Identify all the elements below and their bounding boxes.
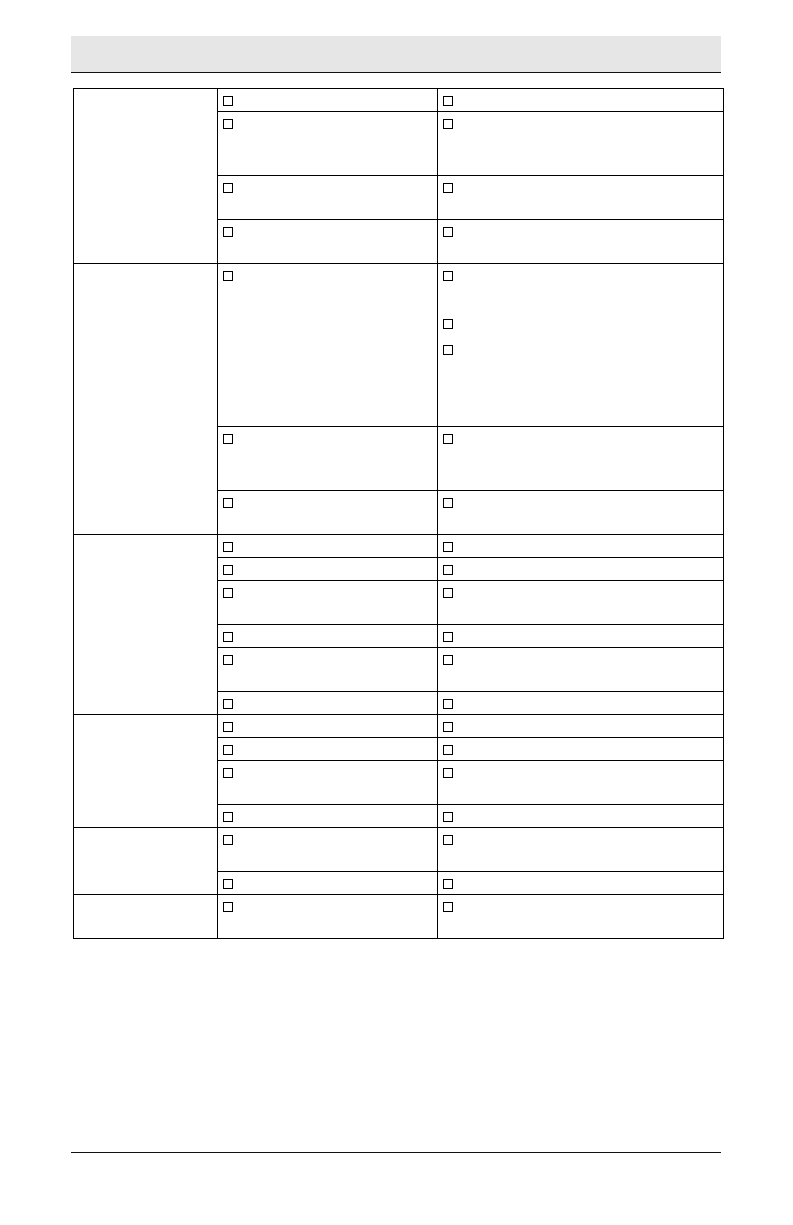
option-cell-b	[438, 828, 724, 872]
checkbox[interactable]	[443, 655, 453, 665]
checkbox[interactable]	[223, 632, 233, 642]
checkbox[interactable]	[223, 902, 233, 912]
checkbox[interactable]	[443, 96, 453, 106]
option-cell-a	[218, 738, 438, 761]
checkbox[interactable]	[223, 722, 233, 732]
option-cell-b	[438, 761, 724, 805]
checkbox[interactable]	[443, 745, 453, 755]
checkbox[interactable]	[223, 183, 233, 193]
checkbox[interactable]	[443, 768, 453, 778]
checkbox[interactable]	[443, 588, 453, 598]
option-cell-b	[438, 535, 724, 558]
option-cell-a	[218, 558, 438, 581]
checkbox[interactable]	[443, 271, 453, 281]
checkbox[interactable]	[223, 227, 233, 237]
option-cell-a	[218, 220, 438, 264]
option-cell-a	[218, 176, 438, 220]
option-cell-a	[218, 715, 438, 738]
option-cell-b	[438, 692, 724, 715]
checklist-row	[74, 89, 724, 112]
option-cell-b	[438, 715, 724, 738]
topic-cell	[74, 535, 218, 715]
checkbox[interactable]	[443, 835, 453, 845]
topic-cell	[74, 828, 218, 895]
checkbox[interactable]	[223, 768, 233, 778]
checkbox[interactable]	[443, 812, 453, 822]
option-cell-b	[438, 895, 724, 939]
option-cell-a	[218, 805, 438, 828]
page-header-band	[71, 36, 721, 73]
option-cell-a	[218, 648, 438, 692]
checkbox[interactable]	[443, 902, 453, 912]
checklist-row	[74, 535, 724, 558]
checkbox[interactable]	[443, 542, 453, 552]
topic-cell	[74, 715, 218, 828]
checkbox[interactable]	[443, 183, 453, 193]
option-cell-b	[438, 625, 724, 648]
option-cell-b	[438, 581, 724, 625]
option-cell-a	[218, 872, 438, 895]
option-cell-b	[438, 427, 724, 491]
checkbox[interactable]	[443, 345, 453, 355]
option-cell-b	[438, 648, 724, 692]
option-cell-b	[438, 738, 724, 761]
option-cell-a	[218, 828, 438, 872]
option-cell-a	[218, 761, 438, 805]
checkbox[interactable]	[223, 835, 233, 845]
option-cell-a	[218, 692, 438, 715]
checkbox[interactable]	[443, 565, 453, 575]
checklist-table	[73, 88, 724, 939]
option-cell-b	[438, 872, 724, 895]
option-cell-a	[218, 491, 438, 535]
checkbox[interactable]	[443, 879, 453, 889]
checkbox[interactable]	[443, 699, 453, 709]
option-cell-a	[218, 427, 438, 491]
option-cell-b	[438, 112, 724, 176]
checkbox[interactable]	[223, 699, 233, 709]
checkbox[interactable]	[443, 434, 453, 444]
option-cell-a	[218, 625, 438, 648]
checkbox[interactable]	[223, 434, 233, 444]
checkbox[interactable]	[443, 498, 453, 508]
checklist-row	[74, 715, 724, 738]
checkbox[interactable]	[223, 271, 233, 281]
checkbox[interactable]	[443, 632, 453, 642]
option-cell-a	[218, 895, 438, 939]
footer-rule	[71, 1152, 721, 1153]
option-cell-b	[438, 805, 724, 828]
topic-cell	[74, 264, 218, 535]
checklist-row	[74, 828, 724, 872]
checkbox[interactable]	[443, 119, 453, 129]
checkbox[interactable]	[223, 96, 233, 106]
checkbox[interactable]	[223, 745, 233, 755]
option-cell-a	[218, 535, 438, 558]
checkbox[interactable]	[443, 722, 453, 732]
topic-cell	[74, 895, 218, 939]
option-cell-a	[218, 112, 438, 176]
checklist-row	[74, 895, 724, 939]
checkbox[interactable]	[443, 227, 453, 237]
option-cell-b	[438, 558, 724, 581]
option-cell-a	[218, 581, 438, 625]
option-cell-a	[218, 264, 438, 427]
option-cell-b	[438, 220, 724, 264]
option-cell-b	[438, 176, 724, 220]
checkbox[interactable]	[223, 565, 233, 575]
checkbox[interactable]	[223, 879, 233, 889]
checklist-row	[74, 264, 724, 427]
checkbox[interactable]	[223, 812, 233, 822]
option-cell-b	[438, 264, 724, 427]
checkbox[interactable]	[223, 498, 233, 508]
checkbox[interactable]	[223, 655, 233, 665]
checkbox[interactable]	[223, 542, 233, 552]
checkbox[interactable]	[223, 119, 233, 129]
checkbox[interactable]	[223, 588, 233, 598]
checkbox[interactable]	[443, 319, 453, 329]
option-cell-a	[218, 89, 438, 112]
topic-cell	[74, 89, 218, 264]
option-cell-b	[438, 89, 724, 112]
option-cell-b	[438, 491, 724, 535]
